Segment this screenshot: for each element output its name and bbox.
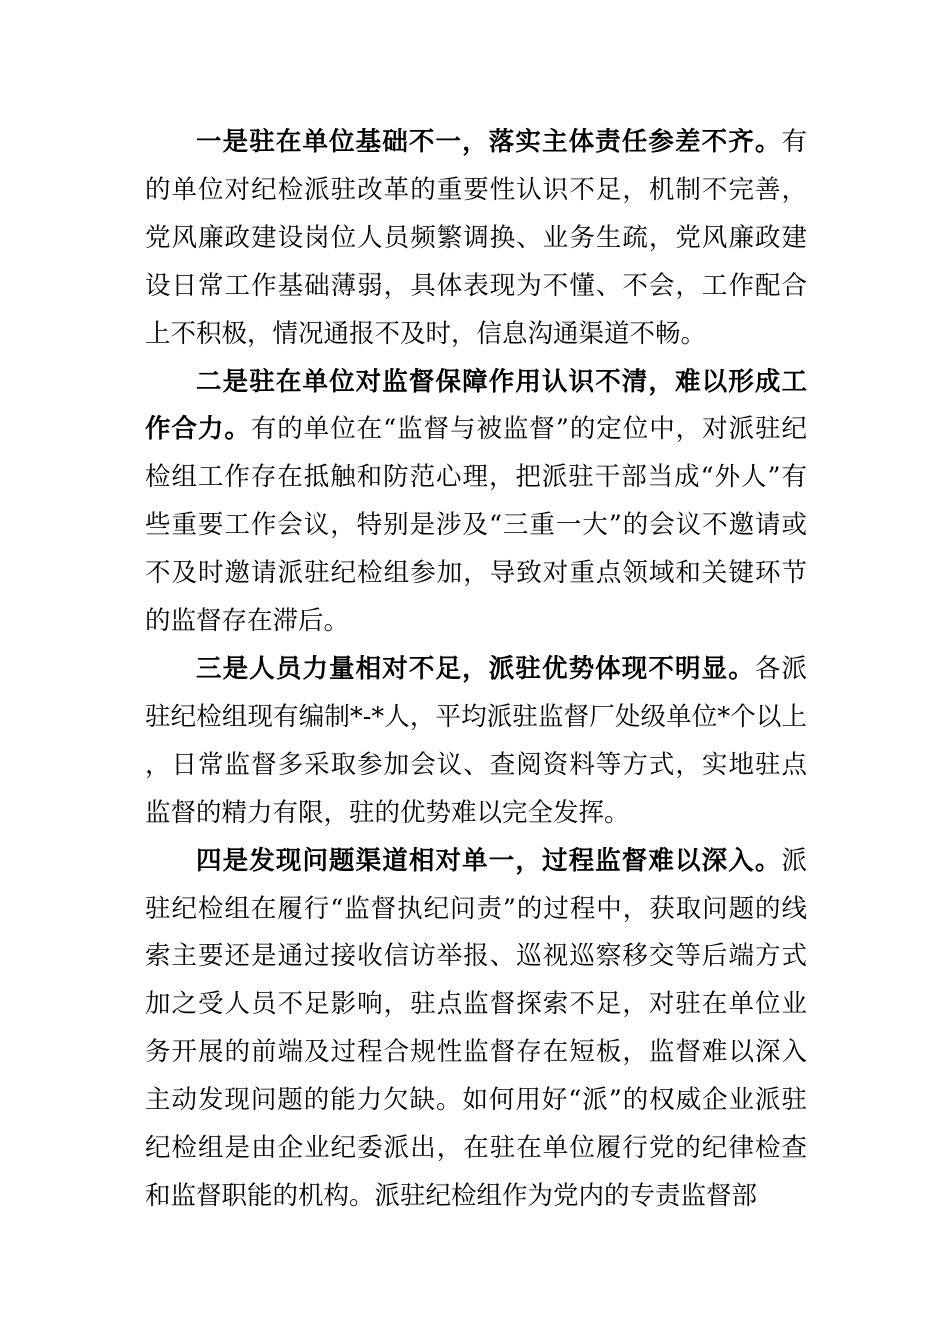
document-page: [145, 119, 807, 1221]
paragraph-4-heading: 四是发现问题渠道相对单一，过程监督难以深入。: [196, 845, 782, 876]
paragraph-3: [145, 646, 807, 838]
paragraph-2-heading: 二是驻在单位对监督保障作用认识不清，难以形成工作合力。: [145, 366, 807, 445]
paragraph-1-body: 有的单位对纪检派驻改革的重要性认识不足，机制不完善，党风廉政建设岗位人员频繁调换、业务生疏，党风廉政建设日常工作基础薄弱，具体表现为不懂、不会，工作配合上不积极，情况通报不及时，信息沟通渠道不畅。: [145, 127, 807, 349]
paragraph-2-body: 有的单位在“监督与被监督”的定位中，对派驻纪检组工作存在抵触和防范心理，把派驻干部当成“外人”有些重要工作会议，特别是涉及“三重一大”的会议不邀请或不及时邀请派驻纪检组参加，导致对重点领域和关键环节的监督存在滞后。: [145, 414, 807, 637]
paragraph-1: [145, 119, 807, 359]
paragraph-4-body: 派驻纪检组在履行“监督执纪问责”的过程中，获取问题的线索主要还是通过接收信访举报、巡视巡察移交等后端方式加之受人员不足影响，驻点监督探索不足，对驻在单位业务开展的前端及过程合规性监督存在短板，监督难以深入主动发现问题的能力欠缺。如何用好“派”的权威企业派驻纪检组是由企业纪委派出，在驻在单位履行党的纪律检查和监督职能的机构。派驻纪检组作为党内的专责监督部: [145, 845, 807, 1211]
paragraph-3-heading: 三是人员力量相对不足，派驻优势体现不明显。: [196, 653, 755, 684]
paragraph-1-heading: 一是驻在单位基础不一，落实主体责任参差不齐。: [196, 127, 782, 157]
paragraph-2: [145, 359, 807, 646]
paragraph-4: [145, 838, 807, 1221]
paragraph-3-body: 各派驻纪检组现有编制*-*人，平均派驻监督厂处级单位*个以上，日常监督多采取参加会议、查阅资料等方式，实地驻点监督的精力有限，驻的优势难以完全发挥。: [145, 653, 807, 828]
